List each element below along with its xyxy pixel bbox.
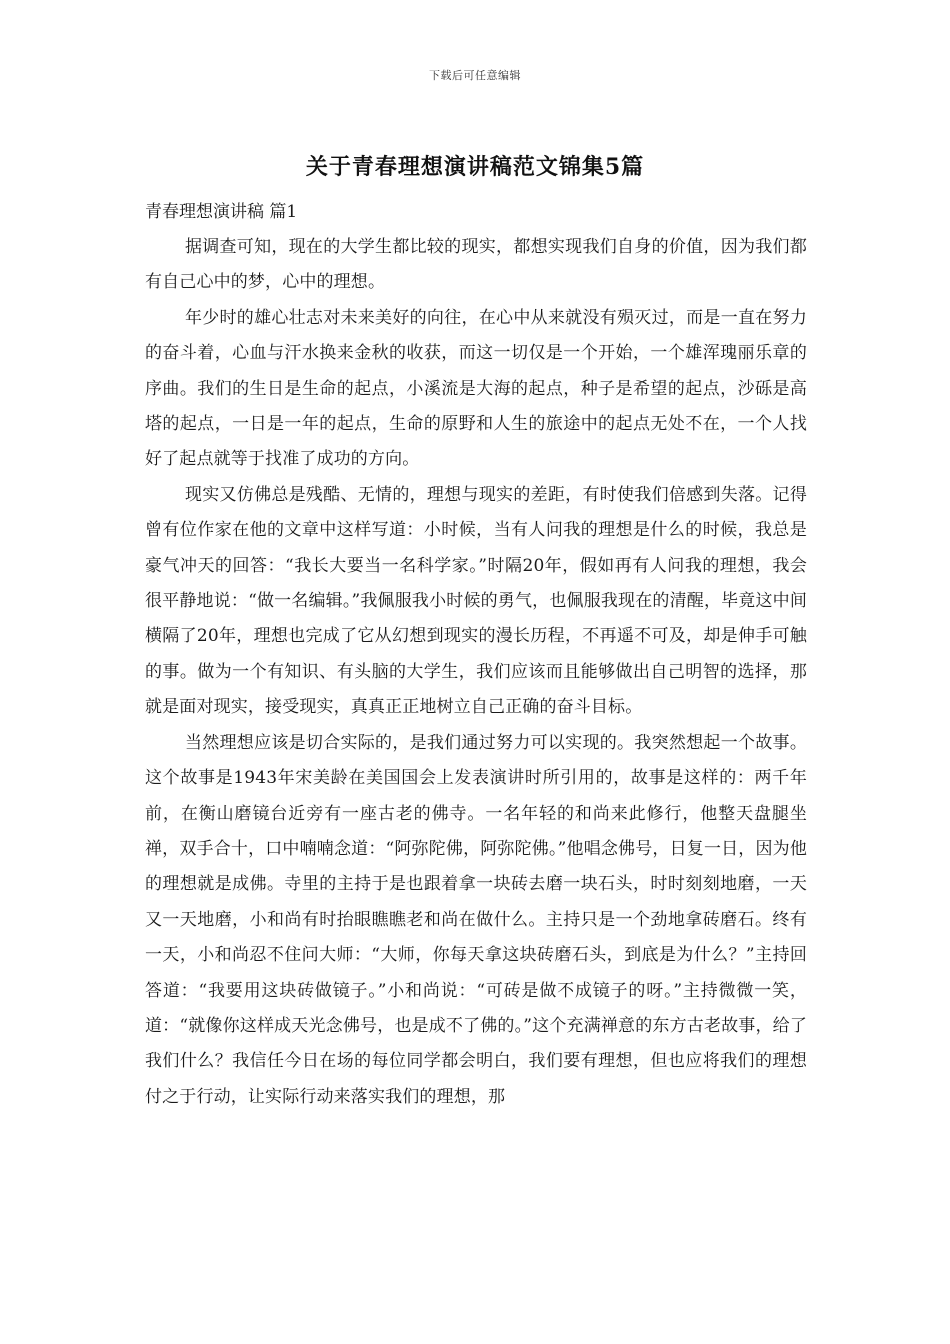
paragraph-1: 据调查可知，现在的大学生都比较的现实，都想实现我们自身的价值，因为我们都有自己心中的梦，心中的理想。 [145,237,807,293]
paragraph-3: 现实又仿佛总是残酷、无情的，理想与现实的差距，有时使我们倍感到失落。记得曾有位作家在他的文章中这样写道：小时候，当有人问我的理想是什么的时候，我总是豪气冲天的回答：“我长大要当一名科学家。”时隔20年，假如再有人问我的理想，我会很平静地说：“做一名编辑。”我佩服我小时候的勇气，也佩服我现在的清醒，毕竟这中间横隔了20年，理想也完成了它从幻想到现实的漫长历程，不再遥不可及，却是伸手可触的事。做为一个有知识、有头脑的大学生，我们应该而且能够做出自己明智的选择，那就是面对现实，接受现实，真真正正地树立自己正确的奋斗目标。 [145,484,807,718]
section-heading: 青春理想演讲稿 篇1 [145,202,298,222]
paragraph-2: 年少时的雄心壮志对未来美好的向往，在心中从来就没有殒灭过，而是一直在努力的奋斗着，心血与汗水换来金秋的收获，而这一切仅是一个开始，一个雄浑瑰丽乐章的序曲。我们的生日是生命的起点，小溪流是大海的起点，种子是希望的起点，沙砾是高塔的起点，一日是一年的起点，生命的原野和人生的旅途中的起点无处不在，一个人找好了起点就等于找准了成功的方向。 [145,307,807,470]
document-body [145,198,807,1115]
paragraph-4: 当然理想应该是切合实际的，是我们通过努力可以实现的。我突然想起一个故事。这个故事是1943年宋美龄在美国国会上发表演讲时所引用的，故事是这样的：两千年前，在衡山磨镜台近旁有一座古老的佛寺。一名年轻的和尚来此修行，他整天盘腿坐禅，双手合十，口中喃喃念道：“阿弥陀佛，阿弥陀佛。”他唱念佛号，日复一日，因为他的理想就是成佛。寺里的主持于是也跟着拿一块砖去磨一块石头，时时刻刻地磨，一天又一天地磨，小和尚有时抬眼瞧瞧老和尚在做什么。主持只是一个劲地拿砖磨石。终有一天，小和尚忍不住问大师：“大师，你每天拿这块砖磨石头，到底是为什么？”主持回答道：“我要用这块砖做镜子。”小和尚说：“可砖是做不成镜子的呀。”主持微微一笑，道：“就像你这样成天光念佛号，也是成不了佛的。”这个充满禅意的东方古老故事，给了我们什么？我信任今日在场的每位同学都会明白，我们要有理想，但也应将我们的理想付之于行动，让实际行动来落实我们的理想，那 [145,732,807,1107]
document-title: 关于青春理想演讲稿范文锦集5篇 [305,154,645,180]
header-note: 下载后可任意编辑 [429,69,521,82]
